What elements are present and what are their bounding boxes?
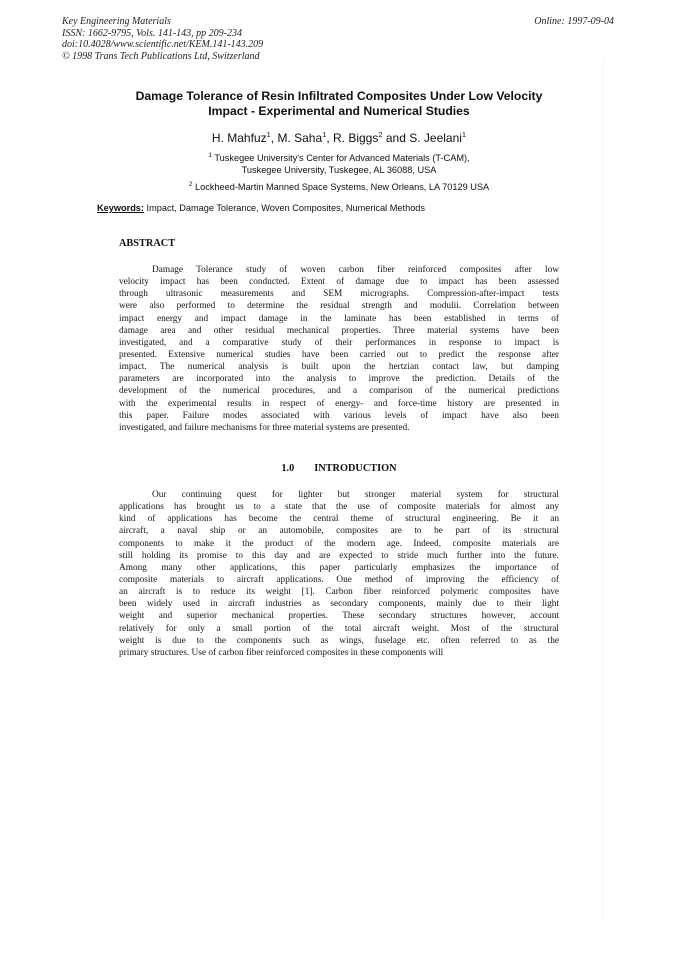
affiliation-line: Tuskegee University's Center for Advanced Materials (T-CAM), bbox=[214, 153, 470, 164]
text-line: impact energy and impact damage in the laminate has been established in terms of bbox=[119, 313, 559, 324]
text-line: composite materials to aircraft applications. One method of improving the efficiency of bbox=[119, 574, 559, 585]
text-line: components to make it the product of the modern age. Indeed, composite materials are bbox=[119, 538, 559, 549]
text-line: impact. The numerical analysis is built upon the hertzian contact law, but damping bbox=[119, 362, 559, 373]
author: M. Saha$^1$, bbox=[277, 130, 333, 145]
keywords-text: Impact, Damage Tolerance, Woven Composites, Numerical Methods bbox=[146, 203, 426, 213]
text-line: weight is due to the components such as wings, fuselage etc. often referred to as the bbox=[119, 635, 559, 646]
issn-line: ISSN: 1662-9795, Vols. 141-143, pp 209-234 bbox=[62, 27, 242, 39]
text-line: weight and superior mechanical properties. These secondary structures however, account bbox=[119, 611, 559, 622]
author: H. Mahfuz$^1$, bbox=[211, 130, 278, 145]
keywords-label: Keywords: bbox=[97, 203, 144, 213]
author-list bbox=[70, 127, 608, 146]
text-line: damage area and other residual mechanical properties. Three material systems have been bbox=[119, 325, 559, 336]
section-number: 1.0 bbox=[281, 463, 295, 474]
doi-link[interactable]: doi:10.4028/www.scientific.net/KEM.141-143.209 bbox=[62, 39, 264, 50]
affiliation-line: Tuskegee University, Tuskegee, AL 36088, USA bbox=[241, 164, 437, 175]
online-date: Online: 1997-09-04 bbox=[534, 16, 614, 27]
title-line-1: Damage Tolerance of Resin Infiltrated Composites Under Low Velocity bbox=[135, 89, 543, 103]
text-line: development of the numerical procedures, and a comparison of the numerical predictions bbox=[119, 386, 559, 397]
text-line: applications has brought us to a state that the use of composite materials for almost any bbox=[119, 502, 559, 513]
copyright-line: © 1998 Trans Tech Publications Ltd, Switzerland bbox=[62, 50, 260, 62]
text-line: investigated, and a comparative study of their performances in response to impact is bbox=[119, 337, 559, 348]
affiliation-1 bbox=[70, 150, 608, 176]
introduction-heading bbox=[119, 463, 559, 474]
affiliation-line: Lockheed-Martin Manned Space Systems, New Orleans, LA 70129 USA bbox=[195, 182, 490, 193]
title-line-2: Impact - Experimental and Numerical Studies bbox=[208, 104, 470, 118]
text-line: Among many other applications, this paper particularly emphasizes the importance of bbox=[119, 562, 559, 573]
journal-metadata bbox=[62, 16, 263, 62]
text-line: with the experimental results in respect of energy- and force-time history are presented in bbox=[119, 398, 559, 409]
text-line: still holding its promise to this day and are expected to stride much further into the future. bbox=[119, 550, 559, 561]
affiliation-mark: 2 bbox=[188, 181, 193, 188]
text-line: an aircraft is to reduce its weight [1]. Carbon fiber reinforced polymeric composites have bbox=[119, 587, 559, 598]
affiliation-mark: 1 bbox=[208, 152, 213, 159]
text-line: primary structures. Use of carbon fiber reinforced composites in these components will bbox=[119, 647, 444, 658]
text-line: Our continuing quest for lighter but stronger material system for structural bbox=[152, 490, 559, 500]
text-line: presented. Extensive numerical studies have been carried out to predict the response after bbox=[119, 349, 559, 360]
text-line: through ultrasonic measurements and SEM micrographs. Compression-after-impact tests bbox=[119, 289, 559, 300]
text-line: were also performed to determine the residual strength and modulii. Correlation between bbox=[119, 301, 559, 312]
section-title: INTRODUCTION bbox=[314, 463, 397, 474]
text-line: been widely used in aircraft industries as secondary components, mainly due to their light bbox=[119, 599, 559, 610]
text-line: kind of applications has become the central theme of structural engineering. Be it an bbox=[119, 514, 559, 525]
author: R. Biggs$^2$ and bbox=[332, 130, 410, 145]
introduction-body bbox=[119, 489, 559, 659]
text-line: parameters are incorporated into the analysis to improve the prediction. Details of the bbox=[119, 374, 559, 385]
text-line: Damage Tolerance study of woven carbon fiber reinforced composites after low bbox=[152, 265, 559, 275]
keywords bbox=[97, 203, 425, 214]
affiliation-2 bbox=[70, 179, 608, 194]
text-line: this paper. Failure modes associated with various levels of impact have also been bbox=[119, 410, 559, 421]
text-line: investigated, and failure mechanisms for three material systems are presented. bbox=[119, 422, 410, 433]
text-line: velocity impact has been conducted. Extent of damage due to impact has been assessed bbox=[119, 277, 559, 288]
text-line: relatively for only a small portion of the total aircraft weight. Most of the structural bbox=[119, 623, 559, 634]
abstract-body bbox=[119, 264, 559, 434]
paper-title bbox=[70, 89, 608, 119]
abstract-heading: ABSTRACT bbox=[119, 238, 176, 249]
text-line: aircraft, a naval ship or an automobile, composites are to be part of its structural bbox=[119, 526, 559, 537]
author: S. Jeelani$^1$ bbox=[409, 130, 467, 145]
journal-name: Key Engineering Materials bbox=[62, 16, 171, 27]
